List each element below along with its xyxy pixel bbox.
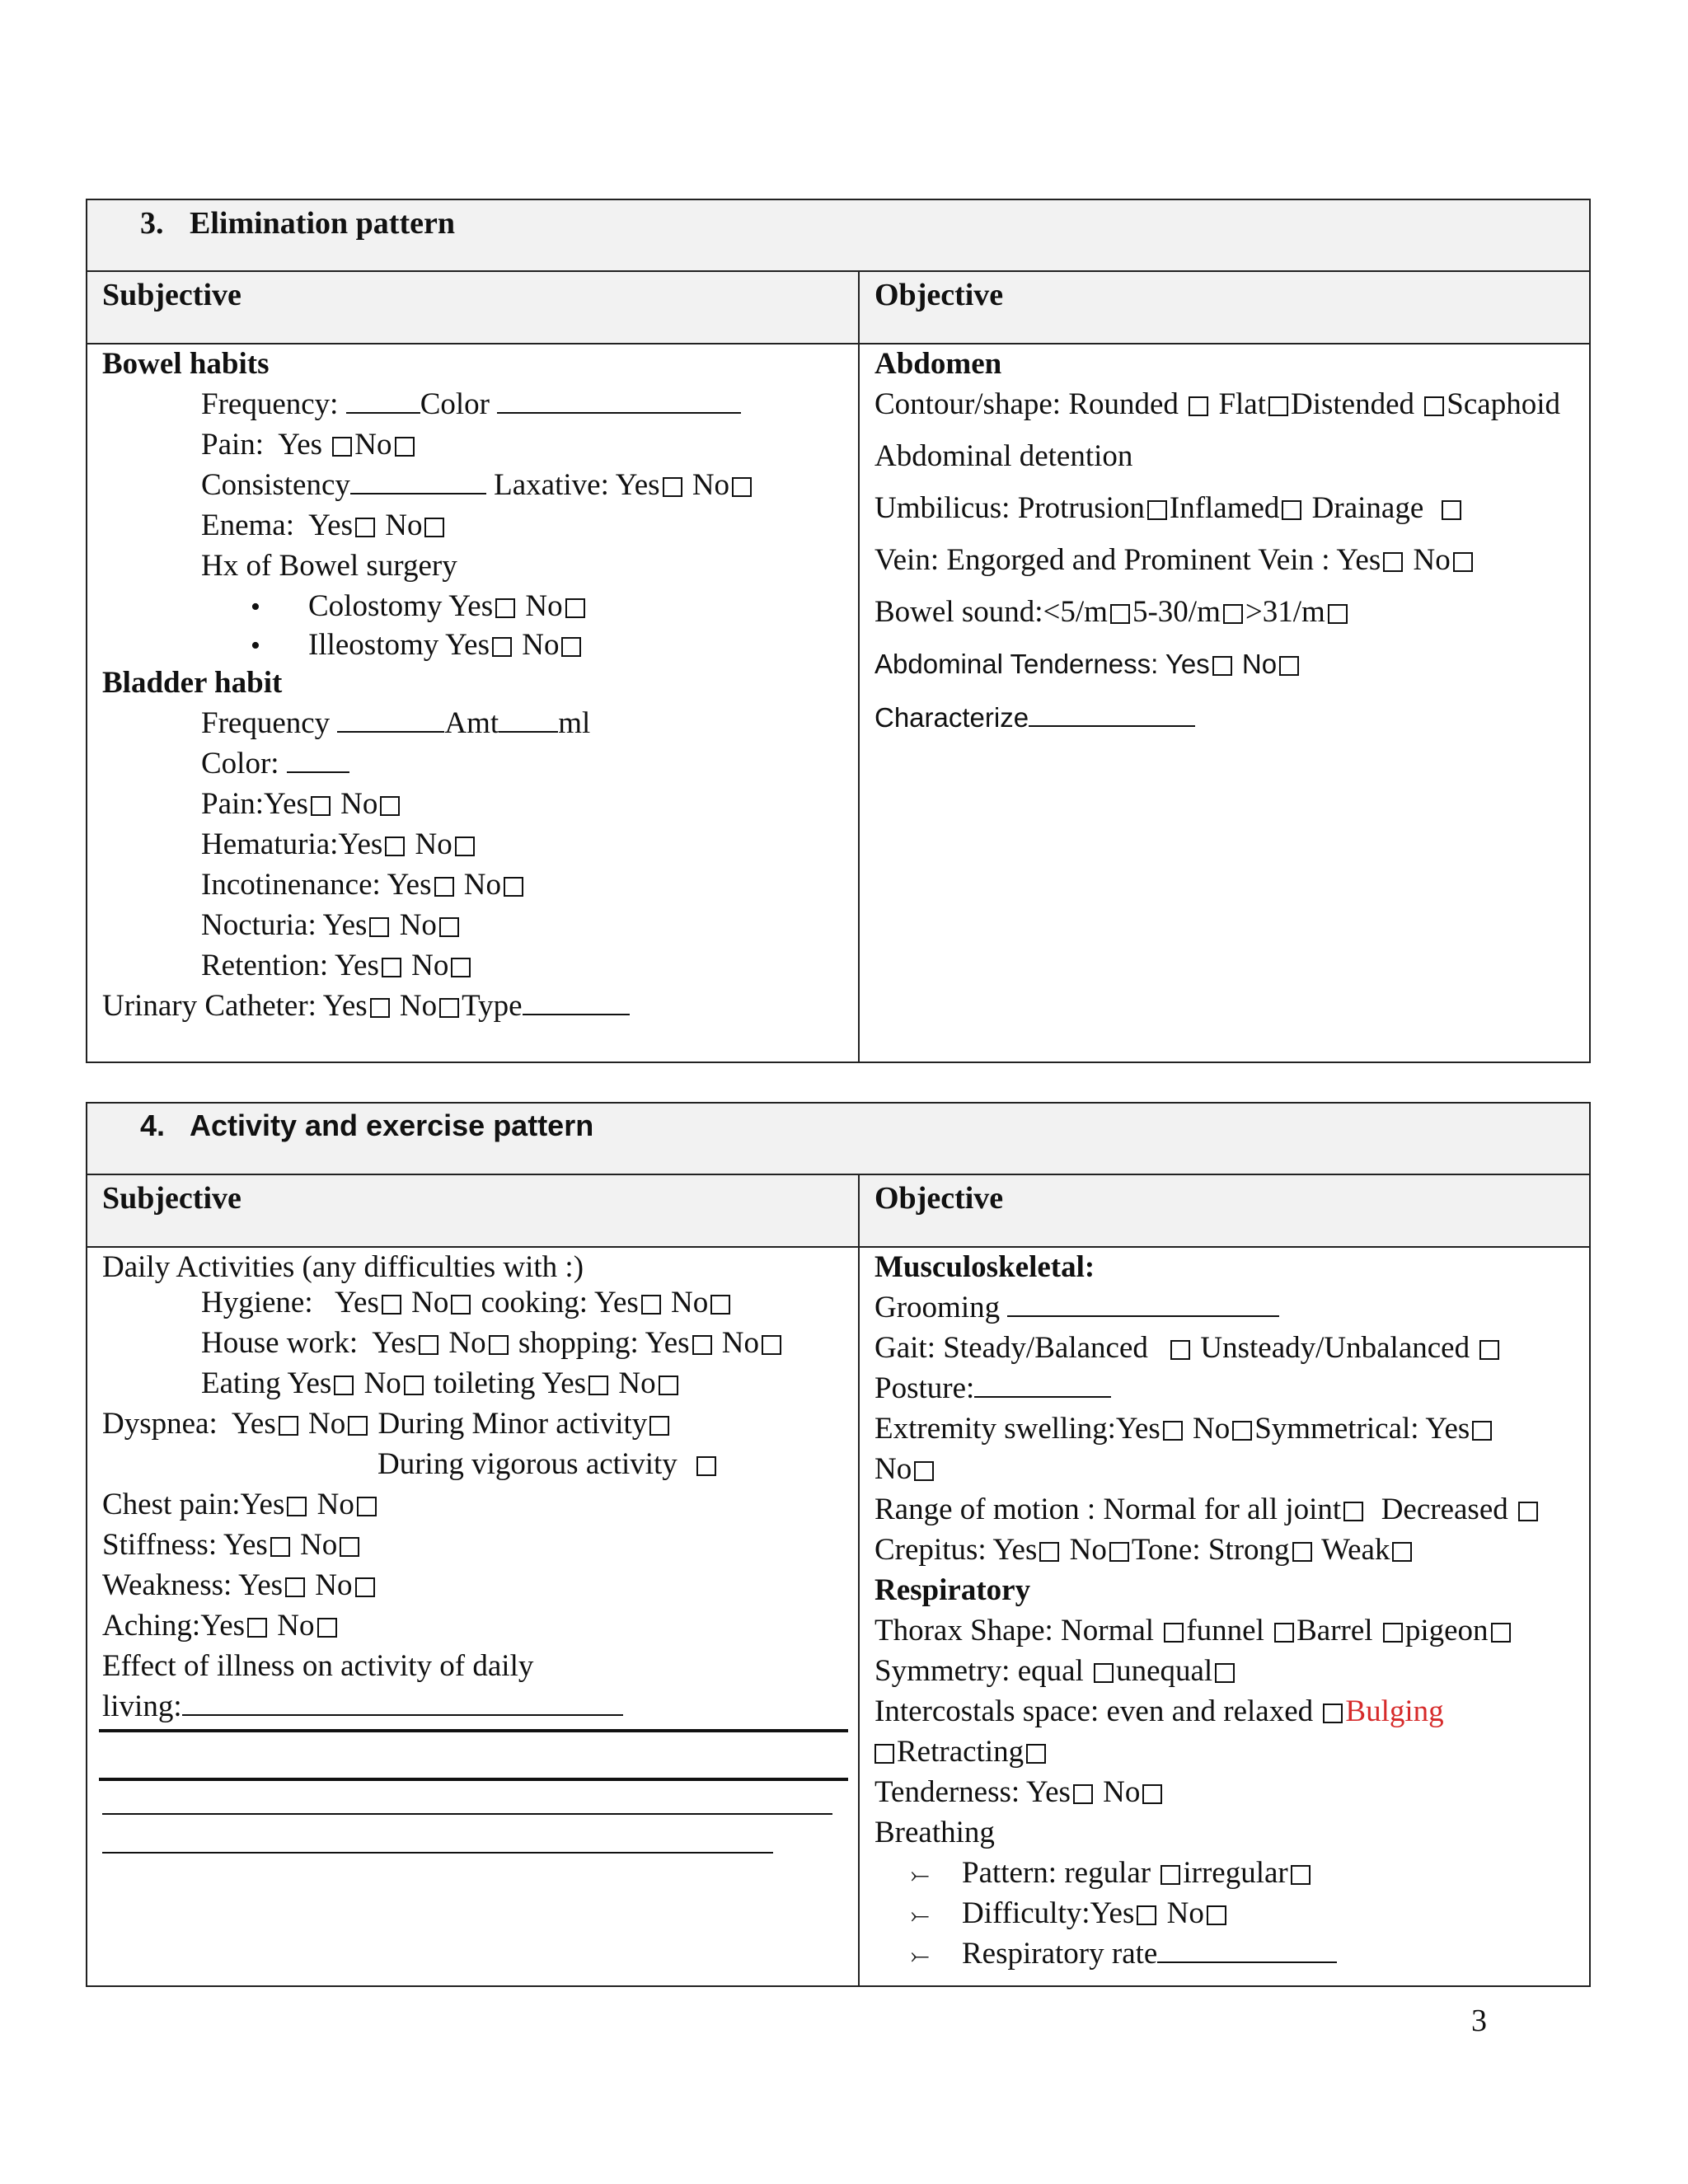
nocturia-no-checkbox[interactable] [439, 917, 459, 937]
grooming-line: Grooming [874, 1288, 1279, 1328]
resp-tenderness-no-checkbox[interactable] [1142, 1784, 1162, 1804]
hematuria-no-checkbox[interactable] [455, 837, 475, 856]
daily-activities-heading: Daily Activities (any difficulties with :) [102, 1250, 584, 1284]
illeostomy-line: •Illeostomy Yes No [102, 626, 584, 665]
grooming-blank[interactable] [1007, 1291, 1279, 1317]
eating-line: Eating Yes No toileting Yes No [102, 1364, 681, 1404]
bladder-frequency-blank[interactable] [337, 706, 444, 733]
chest-pain-no-checkbox[interactable] [357, 1497, 377, 1516]
bowel-sound-high-checkbox[interactable] [1328, 604, 1348, 624]
house-work-yes-checkbox[interactable] [419, 1335, 438, 1355]
shopping-yes-checkbox[interactable] [692, 1335, 712, 1355]
bulging-label: Bulging [1345, 1694, 1444, 1728]
bowel-pain-yes-checkbox[interactable] [332, 437, 352, 457]
subjective-heading: Subjective [102, 278, 241, 312]
difficulty-yes-checkbox[interactable] [1137, 1905, 1156, 1925]
cooking-yes-checkbox[interactable] [641, 1295, 661, 1315]
arrow-bullet-icon: ⤚ [911, 1861, 930, 1888]
arrow-bullet-icon: ⤚ [911, 1942, 930, 1969]
bladder-pain-yes-checkbox[interactable] [311, 796, 331, 816]
writing-line[interactable] [99, 1778, 848, 1781]
column-header-row [87, 1175, 1589, 1248]
section-header [87, 200, 1589, 272]
color-blank[interactable] [497, 387, 741, 414]
respiratory-rate-line: ⤚ Respiratory rate [874, 1934, 1337, 1974]
colostomy-line: •Colostomy Yes No [102, 587, 588, 626]
bowel-pain-line: Pain: Yes No [102, 425, 417, 465]
tone-weak-checkbox[interactable] [1392, 1542, 1412, 1562]
column-divider [858, 272, 860, 343]
musculoskeletal-heading: Musculoskeletal: [874, 1250, 1095, 1284]
amount-blank[interactable] [499, 706, 558, 733]
abd-tenderness-no-checkbox[interactable] [1279, 656, 1299, 676]
symmetrical-no-line: No [874, 1450, 936, 1489]
umbilicus-line: Umbilicus: Protrusion Inflamed Drainage [874, 489, 1464, 528]
catheter-yes-checkbox[interactable] [370, 998, 390, 1018]
writing-line[interactable] [99, 1729, 848, 1732]
bowel-habits-heading: Bowel habits [102, 347, 270, 381]
effect-of-illness-label: Effect of illness on activity of daily [102, 1649, 534, 1683]
bowel-sound-mid-checkbox[interactable] [1223, 604, 1243, 624]
illeostomy-yes-checkbox[interactable] [492, 637, 512, 657]
cooking-no-checkbox[interactable] [710, 1295, 730, 1315]
colostomy-no-checkbox[interactable] [565, 598, 585, 618]
vigorous-activity-line: During vigorous activity [102, 1445, 719, 1484]
eating-yes-checkbox[interactable] [334, 1376, 354, 1395]
frequency-blank[interactable] [346, 387, 420, 414]
chest-pain-line: Chest pain:Yes No [102, 1485, 379, 1525]
vigorous-activity-checkbox[interactable] [696, 1456, 716, 1476]
section-title: 4. Activity and exercise pattern [140, 1108, 594, 1142]
hematuria-yes-checkbox[interactable] [385, 837, 405, 856]
weakness-no-checkbox[interactable] [355, 1577, 375, 1597]
objective-heading: Objective [874, 278, 1004, 312]
retention-line: Retention: Yes No [102, 946, 473, 986]
dyspnea-no-checkbox[interactable] [348, 1416, 368, 1436]
symmetrical-no-checkbox[interactable] [914, 1461, 934, 1481]
bulging-checkbox[interactable] [874, 1744, 894, 1764]
stiffness-yes-checkbox[interactable] [270, 1537, 290, 1557]
bladder-habit-heading: Bladder habit [102, 666, 283, 700]
tone-strong-checkbox[interactable] [1292, 1542, 1312, 1562]
enema-line: Enema: Yes No [102, 506, 447, 546]
eating-no-checkbox[interactable] [404, 1376, 424, 1395]
aching-line: Aching:Yes No [102, 1606, 340, 1646]
arrow-bullet-icon: ⤚ [911, 1901, 930, 1929]
section-title: 3. Elimination pattern [140, 206, 455, 241]
vein-no-checkbox[interactable] [1453, 552, 1473, 572]
bullet-icon [251, 626, 308, 665]
body-row [87, 344, 1589, 1062]
posture-blank[interactable] [974, 1371, 1111, 1398]
abdomen-heading: Abdomen [874, 347, 1002, 381]
bullet-icon [251, 587, 308, 626]
chest-pain-yes-checkbox[interactable] [287, 1497, 307, 1516]
flat-checkbox[interactable] [1268, 396, 1288, 416]
hematuria-line: Hematuria:Yes No [102, 825, 477, 865]
rounded-checkbox[interactable] [1189, 396, 1208, 416]
funnel-checkbox[interactable] [1274, 1623, 1294, 1643]
unsteady-checkbox[interactable] [1479, 1340, 1499, 1360]
objective-heading: Objective [874, 1181, 1004, 1216]
body-row [87, 1248, 1589, 1985]
laxative-yes-checkbox[interactable] [663, 477, 682, 497]
retention-yes-checkbox[interactable] [382, 958, 401, 977]
abdominal-detention: Abdominal detention [874, 439, 1133, 473]
minor-activity-checkbox[interactable] [649, 1416, 669, 1436]
inflamed-checkbox[interactable] [1282, 500, 1301, 520]
distended-checkbox[interactable] [1424, 396, 1444, 416]
characterize-blank[interactable] [1029, 701, 1195, 727]
thorax-shape-line: Thorax Shape: Normal funnel Barrel pigeon [874, 1611, 1513, 1651]
pattern-irregular-checkbox[interactable] [1291, 1865, 1311, 1885]
symmetry-line: Symmetry: equal unequal [874, 1652, 1237, 1691]
colostomy-yes-checkbox[interactable] [495, 598, 515, 618]
bladder-pain-no-checkbox[interactable] [380, 796, 400, 816]
gait-line: Gait: Steady/Balanced Unsteady/Unbalanced [874, 1329, 1502, 1368]
symmetrical-yes-checkbox[interactable] [1472, 1421, 1492, 1441]
consistency-line: Consistency Laxative: Yes No [102, 466, 754, 505]
column-header-row [87, 272, 1589, 344]
nocturia-line: Nocturia: Yes No [102, 906, 462, 945]
section-header [87, 1104, 1589, 1175]
bowel-sound-line: Bowel sound:<5/m 5-30/m >31/m [874, 593, 1350, 632]
living-blank[interactable] [182, 1690, 623, 1716]
stiffness-line: Stiffness: Yes No [102, 1526, 362, 1565]
respiratory-heading: Respiratory [874, 1573, 1031, 1607]
pattern-regular-checkbox[interactable] [1160, 1865, 1180, 1885]
enema-yes-checkbox[interactable] [355, 518, 375, 537]
living-line: living: [102, 1687, 623, 1727]
swelling-no-checkbox[interactable] [1232, 1421, 1252, 1441]
stiffness-no-checkbox[interactable] [340, 1537, 359, 1557]
abdominal-tenderness-line: Abdominal Tenderness: Yes No [874, 647, 1301, 682]
aching-no-checkbox[interactable] [317, 1618, 337, 1638]
incontinence-no-checkbox[interactable] [504, 877, 523, 897]
bowel-pain-no-checkbox[interactable] [395, 437, 415, 457]
page-number: 3 [1471, 2004, 1487, 2038]
toileting-no-checkbox[interactable] [659, 1376, 678, 1395]
abd-tenderness-yes-checkbox[interactable] [1212, 656, 1232, 676]
bowel-surgery-history: Hx of Bowel surgery [201, 549, 457, 583]
respiratory-rate-blank[interactable] [1157, 1937, 1337, 1963]
bladder-color-blank[interactable] [287, 747, 349, 773]
retracting-checkbox[interactable] [1026, 1744, 1046, 1764]
activity-exercise-table [86, 1102, 1591, 1987]
characterize-line: Characterize [874, 701, 1195, 736]
breathing-pattern-line: ⤚ Pattern: regular irregular [874, 1854, 1313, 1893]
dyspnea-line: Dyspnea: Yes No During Minor activity [102, 1404, 672, 1444]
protrusion-checkbox[interactable] [1147, 500, 1167, 520]
weakness-yes-checkbox[interactable] [285, 1577, 305, 1597]
intercostal-line: Intercostals space: even and relaxed Bulging [874, 1694, 1444, 1728]
illeostomy-no-checkbox[interactable] [561, 637, 581, 657]
breathing-difficulty-line: ⤚ Difficulty:Yes No [874, 1894, 1229, 1933]
incontinence-line: Incotinenance: Yes No [102, 865, 526, 905]
enema-no-checkbox[interactable] [424, 518, 444, 537]
crepitus-line: Crepitus: Yes No Tone: Strong Weak [874, 1530, 1414, 1570]
bowel-frequency-line: Frequency: Color [102, 385, 741, 424]
barrel-checkbox[interactable] [1383, 1623, 1403, 1643]
bowel-sound-low-checkbox[interactable] [1110, 604, 1130, 624]
laxative-no-checkbox[interactable] [732, 477, 752, 497]
urinary-catheter-line: Urinary Catheter: Yes No Type [102, 987, 630, 1026]
catheter-no-checkbox[interactable] [439, 998, 459, 1018]
hygiene-no-checkbox[interactable] [451, 1295, 471, 1315]
crepitus-yes-checkbox[interactable] [1039, 1542, 1059, 1562]
thorax-normal-checkbox[interactable] [1164, 1623, 1184, 1643]
vein-line: Vein: Engorged and Prominent Vein : Yes No [874, 541, 1475, 580]
hygiene-yes-checkbox[interactable] [382, 1295, 401, 1315]
rom-normal-checkbox[interactable] [1343, 1502, 1363, 1521]
catheter-type-blank[interactable] [523, 989, 630, 1015]
hygiene-line: Hygiene: Yes No cooking: Yes No [102, 1283, 733, 1323]
swelling-yes-checkbox[interactable] [1163, 1421, 1183, 1441]
writing-line[interactable] [102, 1852, 773, 1854]
crepitus-no-checkbox[interactable] [1109, 1542, 1129, 1562]
house-work-no-checkbox[interactable] [489, 1335, 509, 1355]
column-divider [858, 1175, 860, 1246]
resp-tenderness-line: Tenderness: Yes No [874, 1773, 1165, 1812]
posture-line: Posture: [874, 1369, 1111, 1408]
weakness-line: Weakness: Yes No [102, 1566, 377, 1605]
aching-yes-checkbox[interactable] [247, 1618, 267, 1638]
bladder-pain-line: Pain:Yes No [102, 785, 402, 824]
extremity-swelling-line: Extremity swelling:Yes No Symmetrical: Yes [874, 1409, 1494, 1449]
dyspnea-yes-checkbox[interactable] [279, 1416, 298, 1436]
difficulty-no-checkbox[interactable] [1207, 1905, 1226, 1925]
column-divider [858, 344, 860, 1062]
retention-no-checkbox[interactable] [451, 958, 471, 977]
elimination-pattern-table [86, 199, 1591, 1063]
column-divider [858, 1248, 860, 1985]
contour-line: Contour/shape: Rounded Flat Distended Scaphoid [874, 387, 1560, 421]
writing-line[interactable] [102, 1813, 832, 1815]
rom-decreased-checkbox[interactable] [1518, 1502, 1538, 1521]
shopping-no-checkbox[interactable] [762, 1335, 781, 1355]
subjective-heading: Subjective [102, 1181, 241, 1216]
symmetry-unequal-checkbox[interactable] [1215, 1663, 1235, 1683]
toileting-yes-checkbox[interactable] [588, 1376, 608, 1395]
breathing-heading: Breathing [874, 1816, 995, 1849]
steady-checkbox[interactable] [1170, 1340, 1190, 1360]
consistency-blank[interactable] [350, 468, 486, 494]
bladder-color-line: Color: [102, 744, 349, 784]
intercostal-even-checkbox[interactable] [1323, 1704, 1343, 1723]
retracting-line: Retracting [874, 1732, 1048, 1772]
house-work-line: House work: Yes No shopping: Yes No [102, 1324, 784, 1363]
vein-yes-checkbox[interactable] [1383, 552, 1403, 572]
resp-tenderness-yes-checkbox[interactable] [1073, 1784, 1093, 1804]
range-of-motion-line: Range of motion : Normal for all joint Decreased [874, 1490, 1540, 1530]
pigeon-checkbox[interactable] [1491, 1623, 1511, 1643]
drainage-checkbox[interactable] [1442, 500, 1461, 520]
bladder-frequency-line: Frequency Amt ml [201, 706, 591, 740]
symmetry-equal-checkbox[interactable] [1094, 1663, 1114, 1683]
nocturia-yes-checkbox[interactable] [369, 917, 389, 937]
incontinence-yes-checkbox[interactable] [434, 877, 454, 897]
